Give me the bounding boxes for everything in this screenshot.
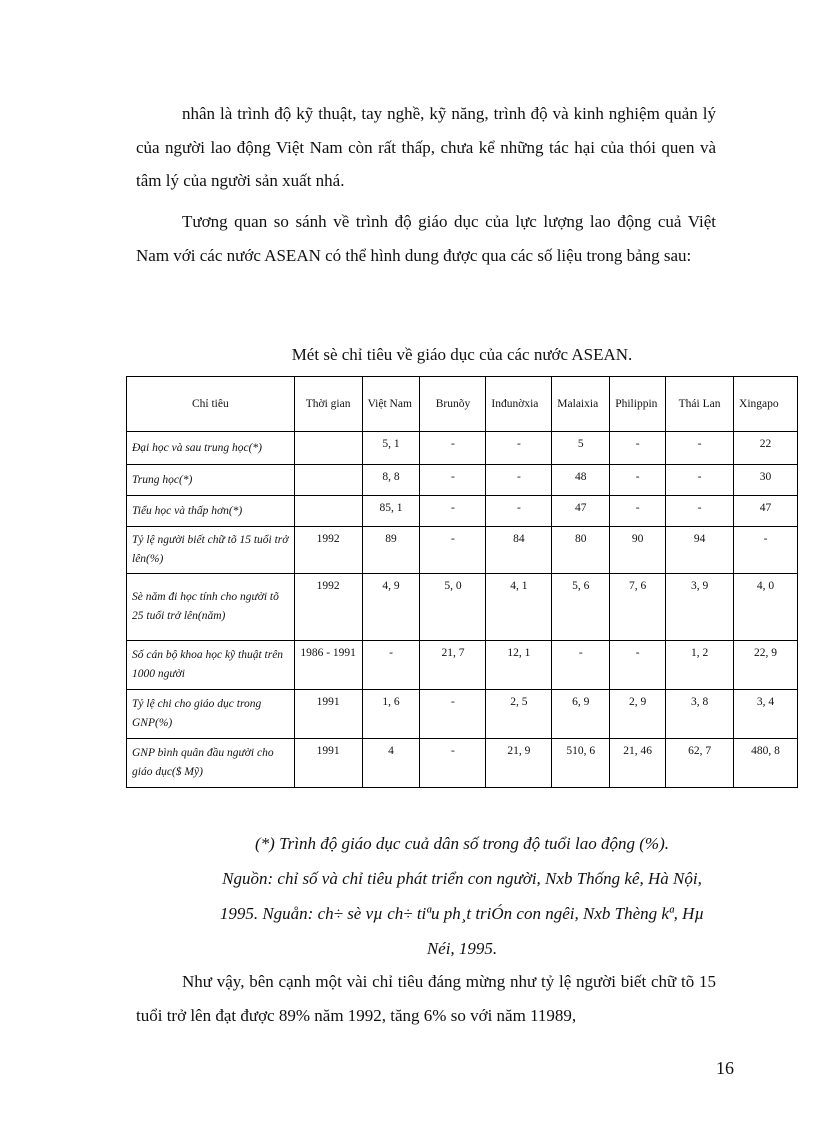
header-cell: Chỉ tiêu xyxy=(127,377,295,432)
header-cell: Xingapo xyxy=(734,377,798,432)
table-cell: - xyxy=(666,465,734,496)
table-cell: 21, 9 xyxy=(486,739,552,788)
row-label-cell: Trung học(*) xyxy=(127,465,295,496)
row-label-cell: Tỷ lệ chi cho giáo dục trong GNP(%) xyxy=(127,690,295,739)
table-row xyxy=(127,496,798,527)
table-cell: 510, 6 xyxy=(552,739,610,788)
table-cell: 1992 xyxy=(294,527,362,574)
table-cell: 1991 xyxy=(294,690,362,739)
table-cell: 22, 9 xyxy=(734,641,798,690)
table-row xyxy=(127,527,798,574)
table-cell: 1991 xyxy=(294,739,362,788)
table-cell: 4, 9 xyxy=(362,574,420,641)
row-label-cell: GNP bình quân đầu người cho giáo dục($ Mỹ) xyxy=(127,739,295,788)
table-cell: 5, 0 xyxy=(420,574,486,641)
table-cell: - xyxy=(420,465,486,496)
row-label-cell: Tiểu học và thấp hơn(*) xyxy=(127,496,295,527)
table-cell: - xyxy=(610,496,666,527)
table-cell: 1992 xyxy=(294,574,362,641)
table-cell: - xyxy=(610,465,666,496)
header-cell: Thái Lan xyxy=(666,377,734,432)
header-cell: Thời gian xyxy=(294,377,362,432)
table-cell: 47 xyxy=(734,496,798,527)
asean-education-table xyxy=(126,376,798,788)
table-cell: - xyxy=(610,432,666,465)
paragraph-conclusion: Như vậy, bên cạnh một vài chỉ tiêu đáng mừng như tỷ lệ người biết chữ tõ 15 tuổi trở lên đạt được 89% năm 1992, tăng 6% so với năm 11989, xyxy=(136,972,716,1025)
table-cell: - xyxy=(486,496,552,527)
table-cell: - xyxy=(666,432,734,465)
note-line: Néi, 1995. xyxy=(426,939,498,958)
table-cell: 21, 46 xyxy=(610,739,666,788)
table-cell: 6, 9 xyxy=(552,690,610,739)
note-line: Nguồn: chỉ số và chỉ tiêu phát triển con người, Nxb Thống kê, Hà Nội, xyxy=(222,869,702,888)
table-cell: 4, 0 xyxy=(734,574,798,641)
table-cell: 3, 9 xyxy=(666,574,734,641)
paragraph-intro: nhân là trình độ kỹ thuật, tay nghề, kỹ năng, trình độ và kinh nghiệm quản lý của người lao động Việt Nam còn rất thấp, chưa kể những tác hại của thói quen và tâm lý của người sản xuất nhá. xyxy=(136,104,716,190)
table-row xyxy=(127,690,798,739)
table-row xyxy=(127,432,798,465)
table-header-row xyxy=(127,377,798,432)
table-cell: - xyxy=(552,641,610,690)
table-cell: 30 xyxy=(734,465,798,496)
table-cell: 5, 1 xyxy=(362,432,420,465)
table-cell: 2, 5 xyxy=(486,690,552,739)
table-notes xyxy=(126,826,798,966)
table-cell: - xyxy=(420,496,486,527)
row-label-cell: Đại học và sau trung học(*) xyxy=(127,432,295,465)
header-cell: Brunõy xyxy=(420,377,486,432)
table-cell xyxy=(294,432,362,465)
table-cell: 1986 - 1991 xyxy=(294,641,362,690)
table-cell: 12, 1 xyxy=(486,641,552,690)
table-cell: 8, 8 xyxy=(362,465,420,496)
table-cell: 1, 6 xyxy=(362,690,420,739)
row-label-cell: Số cán bộ khoa học kỹ thuật trên 1000 người xyxy=(127,641,295,690)
note-line: (*) Trình độ giáo dục cuả dân số trong độ tuổi lao động (%). xyxy=(255,834,669,853)
header-cell: Inđunờxia xyxy=(486,377,552,432)
table-cell: 5, 6 xyxy=(552,574,610,641)
table-cell xyxy=(294,496,362,527)
table-cell: 3, 8 xyxy=(666,690,734,739)
table-cell: 1, 2 xyxy=(666,641,734,690)
table-cell: 48 xyxy=(552,465,610,496)
table-cell: - xyxy=(734,527,798,574)
header-cell: Việt Nam xyxy=(362,377,420,432)
row-label-cell: Sè năm đi học tính cho người tõ 25 tuổi trở lên(năm) xyxy=(127,574,295,641)
table-cell: 47 xyxy=(552,496,610,527)
header-cell: Philippin xyxy=(610,377,666,432)
paragraph-comparison: Tương quan so sánh về trình độ giáo dục của lực lượng lao động cuả Việt Nam với các nước ASEAN có thể hình dung được qua các số liệu trong bảng sau: xyxy=(136,212,716,265)
table-cell: - xyxy=(486,432,552,465)
table-row xyxy=(127,465,798,496)
table-row xyxy=(127,739,798,788)
table-cell: 22 xyxy=(734,432,798,465)
note-line: 1995. Nguån: ch÷ sè vµ ch÷ tiªu ph¸t triÓn con ngêi, Nxb Thèng kª, Hµ xyxy=(219,904,705,923)
table-cell: 94 xyxy=(666,527,734,574)
table-cell: 89 xyxy=(362,527,420,574)
page-number: 16 xyxy=(716,1058,734,1078)
table-cell: 80 xyxy=(552,527,610,574)
table-cell: 85, 1 xyxy=(362,496,420,527)
table-cell: 3, 4 xyxy=(734,690,798,739)
table-cell: 2, 9 xyxy=(610,690,666,739)
table-cell: - xyxy=(362,641,420,690)
table-cell: - xyxy=(610,641,666,690)
table-cell: - xyxy=(486,465,552,496)
table-cell: - xyxy=(420,739,486,788)
table-cell: 4 xyxy=(362,739,420,788)
table-cell: - xyxy=(666,496,734,527)
table-cell xyxy=(294,465,362,496)
table-cell: 62, 7 xyxy=(666,739,734,788)
header-cell: Malaixia xyxy=(552,377,610,432)
row-label-cell: Tỷ lệ người biết chữ tõ 15 tuổi trở lên(%) xyxy=(127,527,295,574)
table-cell: 5 xyxy=(552,432,610,465)
table-cell: 90 xyxy=(610,527,666,574)
table-cell: 21, 7 xyxy=(420,641,486,690)
table-cell: 480, 8 xyxy=(734,739,798,788)
table-cell: - xyxy=(420,432,486,465)
table-cell: - xyxy=(420,690,486,739)
table-cell: 7, 6 xyxy=(610,574,666,641)
table-row xyxy=(127,641,798,690)
table-cell: - xyxy=(420,527,486,574)
table-cell: 84 xyxy=(486,527,552,574)
table-caption: Mét sè chỉ tiêu về giáo dục của các nước ASEAN. xyxy=(291,345,633,364)
table-row xyxy=(127,574,798,641)
table-cell: 4, 1 xyxy=(486,574,552,641)
